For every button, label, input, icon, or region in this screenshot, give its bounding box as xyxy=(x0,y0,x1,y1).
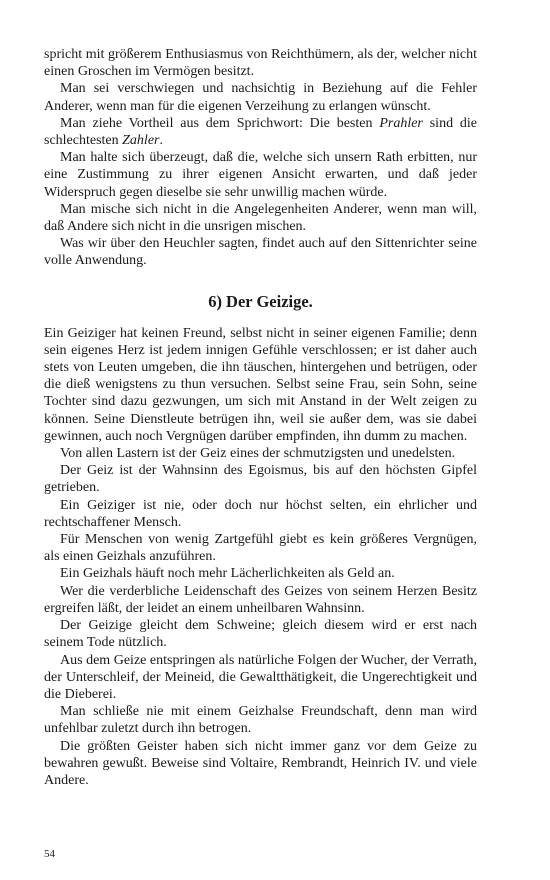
paragraph: Für Menschen von wenig Zartgefühl giebt es kein größeres Vergnügen, als einen Geizhals anzuführen. xyxy=(44,532,477,565)
paragraph: Der Geizige gleicht dem Schweine; gleich diesem wird er erst nach seinem Tode nützlich. xyxy=(44,618,477,651)
paragraph: Man sei verschwiegen und nachsichtig in Beziehung auf die Fehler Anderer, wenn man für die eigenen Verzeihung zu erlangen wünscht. xyxy=(44,81,477,114)
italic-word-zahler: Zahler xyxy=(122,133,160,149)
paragraph-proverb xyxy=(44,115,477,149)
text-column xyxy=(44,46,477,789)
paragraph: Der Geiz ist der Wahnsinn des Egoismus, bis auf den höchsten Gipfel getrieben. xyxy=(44,463,477,496)
paragraph: Was wir über den Heuchler sagten, findet auch auf den Sittenrichter seine volle Anwendung. xyxy=(44,236,477,269)
paragraph: Die größten Geister haben sich nicht immer ganz vor dem Geize zu bewahren gewußt. Beweise sind Voltaire, Rembrandt, Heinrich IV. und viele Andere. xyxy=(44,738,477,788)
paragraph-continued: spricht mit größerem Enthusiasmus von Reichthümern, als der, welcher nicht einen Groschen im Vermögen besitzt. xyxy=(44,47,477,80)
proverb-text-before: Man ziehe Vortheil aus dem Sprichwort: Die besten xyxy=(60,115,380,131)
paragraph: Ein Geiziger hat keinen Freund, selbst nicht in seiner eigenen Familie; denn sein eigenes Herz ist jedem innigen Gefühle verschlossen; er ist daher auch stets von Leuten umgeben, die ihn täuschen, hintergehen und betrügen, oder die dieß wenigstens zu thun versuchen. Selbst seine Frau, sein Sohn, seine Tochter sind dazu gezwungen, um sich mit Anstand in der Welt zeigen zu können. Seine Dienstleute betrügen ihn, weil sie außer dem, was sie dabei gewinnen, auch noch Vergnügen darüber empfinden, ihn dumm zu machen. xyxy=(44,325,477,444)
paragraph: Von allen Lastern ist der Geiz eines der schmutzigsten und unedelsten. xyxy=(60,446,456,462)
paragraph: Wer die verderbliche Leidenschaft des Geizes von seinem Herzen Besitz ergreifen läßt, der leidet an einem unheilbaren Wahnsinn. xyxy=(44,583,477,616)
paragraph: Man schließe nie mit einem Geizhalse Freundschaft, denn man wird unfehlbar zuletzt durch ihn betrogen. xyxy=(44,704,477,737)
section-heading: 6) Der Geizige. xyxy=(208,291,313,311)
italic-word-prahler: Prahler xyxy=(379,115,423,131)
page-number: 54 xyxy=(44,848,55,860)
paragraph: Ein Geiziger ist nie, oder doch nur höchst selten, ein ehrlicher und rechtschaffener Mensch. xyxy=(44,497,477,530)
proverb-text-after: . xyxy=(159,133,163,149)
paragraph: Ein Geizhals häuft noch mehr Lächerlichkeiten als Geld an. xyxy=(60,566,395,582)
paragraph: Aus dem Geize entspringen als natürliche Folgen der Wucher, der Verrath, der Unterschleif, der Meineid, die Gewaltthätigkeit, die Ungerechtigkeit und die Dieberei. xyxy=(44,652,477,702)
proverb-text-middle: sind die schlechtesten xyxy=(44,115,478,149)
paragraph: Man halte sich überzeugt, daß die, welche sich unsern Rath erbitten, nur eine Zustimmung zu ihrer eigenen Ansicht erwarten, und daß jeder Widerspruch gegen dieselbe sie sehr unwillig machen würde. xyxy=(44,150,477,200)
paragraph: Man mische sich nicht in die Angelegenheiten Anderer, wenn man will, daß Andere sich nicht in die unsrigen mischen. xyxy=(44,201,477,235)
